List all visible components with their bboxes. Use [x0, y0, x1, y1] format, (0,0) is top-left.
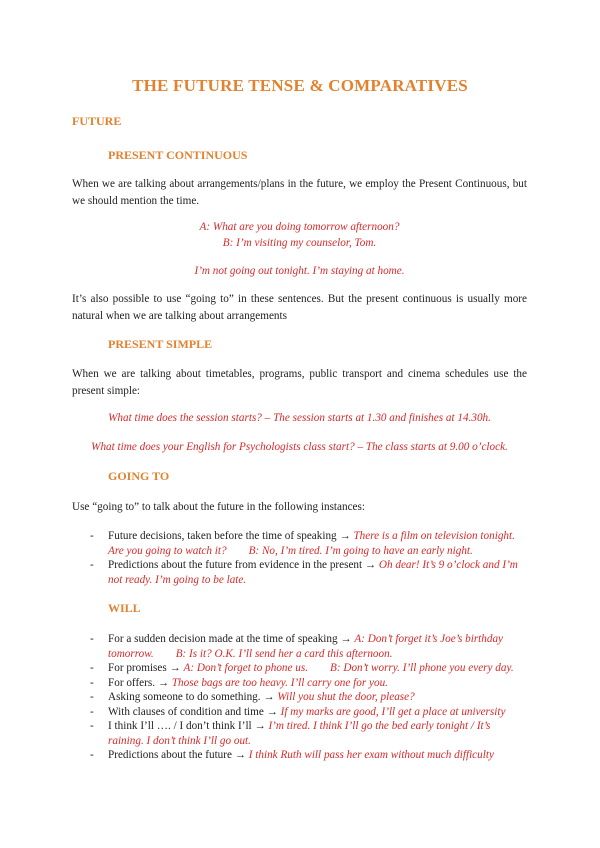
- list-item: [72, 690, 527, 705]
- list-item: [72, 705, 527, 720]
- list-item-example: B: Is it? O.K. I’ll send her a card this afternoon.: [175, 647, 393, 660]
- list-item-text: I think I’ll …. / I don’t think I’ll →: [108, 720, 269, 732]
- list-item-example: Those bags are too heavy. I’ll carry one for you.: [171, 676, 388, 689]
- example-line: What time does your English for Psychologists class start? – The class starts at 9.00 o’clock.: [91, 441, 508, 453]
- will-list: [72, 632, 527, 763]
- list-item-text: For promises →: [108, 662, 184, 674]
- list-item-text: For a sudden decision made at the time of speaking →: [108, 633, 355, 645]
- list-dash: -: [90, 633, 94, 645]
- list-item: [72, 748, 527, 763]
- list-dash: -: [90, 720, 94, 732]
- example-line: A: What are you doing tomorrow afternoon?: [199, 221, 400, 233]
- list-item-example: A: Don’t forget to phone us.: [183, 662, 309, 674]
- going-to-intro: Use “going to” to talk about the future in the following instances:: [72, 501, 365, 513]
- list-item-text: Future decisions, taken before the time of speaking →: [108, 530, 354, 542]
- list-dash: -: [90, 705, 94, 718]
- going-to-list: [72, 529, 527, 587]
- list-dash: -: [90, 676, 94, 689]
- list-dash: -: [90, 749, 94, 761]
- list-item-example: Will you shut the door, please?: [277, 691, 415, 703]
- list-item: [72, 676, 527, 691]
- subheading-present-continuous: PRESENT CONTINUOUS: [108, 148, 248, 162]
- list-item-example: If my marks are good, I’ll get a place at university: [280, 705, 506, 718]
- example-line: B: I’m visiting my counselor, Tom.: [222, 237, 377, 249]
- list-dash: -: [90, 662, 94, 674]
- section-heading-future: FUTURE: [72, 114, 122, 128]
- list-item-text: Predictions about the future from evidence in the present →: [108, 559, 379, 571]
- list-item-text: Asking someone to do something. →: [108, 691, 278, 703]
- list-item-example: I think Ruth will pass her exam without much difficulty: [248, 749, 494, 761]
- list-item-example: Oh dear! It’s 9 o’clock and I’m not ready. I’m going to be late.: [108, 559, 518, 586]
- list-item-example: I’m tired. I think I’ll go the bed early tonight / It’s raining. I don’t think I’ll go out.: [108, 720, 491, 747]
- list-item-example: There is a film on television tonight. Are you going to watch it?: [108, 530, 515, 557]
- list-item: [72, 529, 527, 558]
- list-dash: -: [90, 530, 94, 542]
- list-item-example: B: No, I’m tired. I’m going to have an early night.: [248, 544, 473, 557]
- present-simple-intro: When we are talking about timetables, programs, public transport and cinema schedules use the present simple:: [72, 368, 527, 397]
- page-title: THE FUTURE TENSE & COMPARATIVES: [132, 76, 468, 95]
- list-dash: -: [90, 559, 94, 571]
- subheading-going-to: GOING TO: [108, 469, 170, 483]
- list-item: [72, 632, 527, 661]
- list-item: [72, 661, 527, 676]
- list-item-text: Predictions about the future →: [108, 749, 249, 761]
- list-item-example: A: Don’t forget it’s Joe’s birthday tomorrow.: [108, 633, 504, 660]
- example-line: What time does the session starts? – The session starts at 1.30 and finishes at 14.30h.: [108, 412, 491, 424]
- example-line: I’m not going out tonight. I’m staying at home.: [194, 265, 405, 277]
- list-dash: -: [90, 691, 94, 703]
- list-item: [72, 558, 527, 587]
- present-continuous-note: It’s also possible to use “going to” in these sentences. But the present continuous is usually more natural when we are talking about arrangements: [72, 293, 527, 322]
- list-item-text: With clauses of condition and time →: [108, 705, 281, 718]
- list-item-example: B: Don’t worry. I’ll phone you every day.: [330, 662, 514, 674]
- subheading-will: WILL: [108, 601, 141, 615]
- list-item-text: For offers. →: [108, 676, 172, 689]
- list-item: [72, 719, 527, 748]
- present-continuous-intro: When we are talking about arrangements/plans in the future, we employ the Present Continuous, but we should mention the time.: [72, 178, 527, 207]
- subheading-present-simple: PRESENT SIMPLE: [108, 337, 213, 351]
